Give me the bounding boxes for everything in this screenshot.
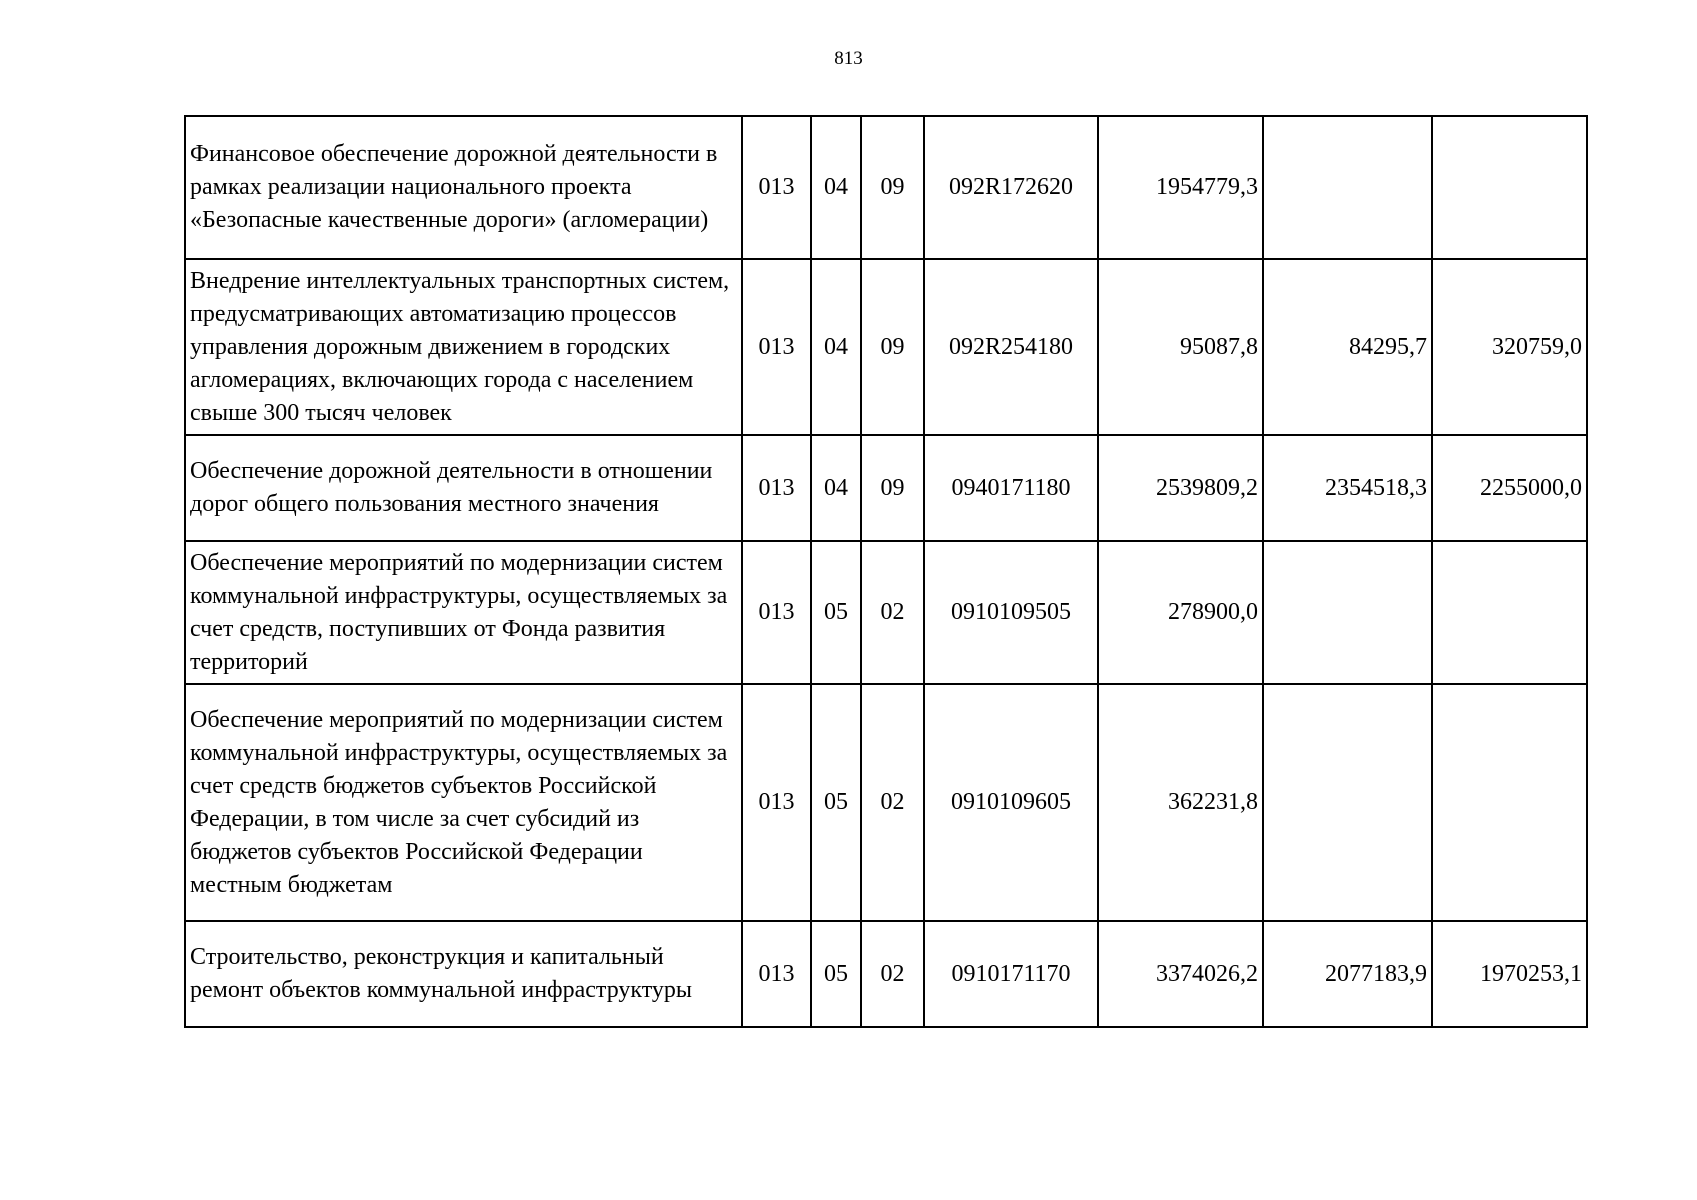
row-subsection-code: 02 bbox=[861, 921, 924, 1027]
row-amount-2 bbox=[1263, 541, 1432, 684]
row-amount-3: 2255000,0 bbox=[1432, 435, 1587, 541]
table-row bbox=[185, 684, 1587, 921]
row-description: Строительство, реконструкция и капитальный ремонт объектов коммунальной инфраструктуры bbox=[185, 921, 742, 1027]
row-amount-3 bbox=[1432, 684, 1587, 921]
page-number: 813 bbox=[834, 48, 863, 69]
row-target-article: 0910109505 bbox=[924, 541, 1098, 684]
row-section-code: 05 bbox=[811, 541, 861, 684]
table-row bbox=[185, 921, 1587, 1027]
row-subsection-code: 09 bbox=[861, 435, 924, 541]
row-subsection-code: 02 bbox=[861, 541, 924, 684]
table-row bbox=[185, 541, 1587, 684]
table-body bbox=[185, 116, 1587, 1027]
row-description: Обеспечение дорожной деятельности в отношении дорог общего пользования местного значения bbox=[185, 435, 742, 541]
row-ministry-code: 013 bbox=[742, 541, 811, 684]
row-amount-2: 2077183,9 bbox=[1263, 921, 1432, 1027]
row-description: Обеспечение мероприятий по модернизации систем коммунальной инфраструктуры, осуществляемых за счет средств, поступивших от Фонда развития территорий bbox=[185, 541, 742, 684]
row-description: Внедрение интеллектуальных транспортных систем, предусматривающих автоматизацию процессов управления дорожным движением в городских агломерациях, включающих города с населением свыше 300 тысяч человек bbox=[185, 259, 742, 435]
row-section-code: 05 bbox=[811, 684, 861, 921]
row-ministry-code: 013 bbox=[742, 684, 811, 921]
row-subsection-code: 09 bbox=[861, 116, 924, 259]
row-amount-2: 2354518,3 bbox=[1263, 435, 1432, 541]
table-row bbox=[185, 435, 1587, 541]
row-ministry-code: 013 bbox=[742, 921, 811, 1027]
row-subsection-code: 09 bbox=[861, 259, 924, 435]
row-target-article: 0910171170 bbox=[924, 921, 1098, 1027]
row-description: Финансовое обеспечение дорожной деятельности в рамках реализации национального проекта «Безопасные качественные дороги» (агломерации) bbox=[185, 116, 742, 259]
row-amount-2 bbox=[1263, 684, 1432, 921]
row-subsection-code: 02 bbox=[861, 684, 924, 921]
row-section-code: 04 bbox=[811, 435, 861, 541]
row-amount-2 bbox=[1263, 116, 1432, 259]
budget-table bbox=[184, 115, 1588, 1028]
table-row bbox=[185, 116, 1587, 259]
row-amount-3 bbox=[1432, 116, 1587, 259]
row-target-article: 092R254180 bbox=[924, 259, 1098, 435]
row-section-code: 04 bbox=[811, 116, 861, 259]
row-amount-1: 362231,8 bbox=[1098, 684, 1263, 921]
row-section-code: 04 bbox=[811, 259, 861, 435]
row-amount-3: 1970253,1 bbox=[1432, 921, 1587, 1027]
row-section-code: 05 bbox=[811, 921, 861, 1027]
row-amount-1: 95087,8 bbox=[1098, 259, 1263, 435]
table-row bbox=[185, 259, 1587, 435]
row-target-article: 0910109605 bbox=[924, 684, 1098, 921]
row-amount-3: 320759,0 bbox=[1432, 259, 1587, 435]
row-target-article: 0940171180 bbox=[924, 435, 1098, 541]
row-amount-2: 84295,7 bbox=[1263, 259, 1432, 435]
row-ministry-code: 013 bbox=[742, 435, 811, 541]
row-ministry-code: 013 bbox=[742, 116, 811, 259]
row-amount-1: 3374026,2 bbox=[1098, 921, 1263, 1027]
row-amount-1: 2539809,2 bbox=[1098, 435, 1263, 541]
row-amount-1: 278900,0 bbox=[1098, 541, 1263, 684]
row-target-article: 092R172620 bbox=[924, 116, 1098, 259]
row-amount-3 bbox=[1432, 541, 1587, 684]
row-description: Обеспечение мероприятий по модернизации систем коммунальной инфраструктуры, осуществляемых за счет средств бюджетов субъектов Российской Федерации, в том числе за счет субсидий из бюджетов субъектов Российской Федерации местным бюджетам bbox=[185, 684, 742, 921]
row-ministry-code: 013 bbox=[742, 259, 811, 435]
row-amount-1: 1954779,3 bbox=[1098, 116, 1263, 259]
